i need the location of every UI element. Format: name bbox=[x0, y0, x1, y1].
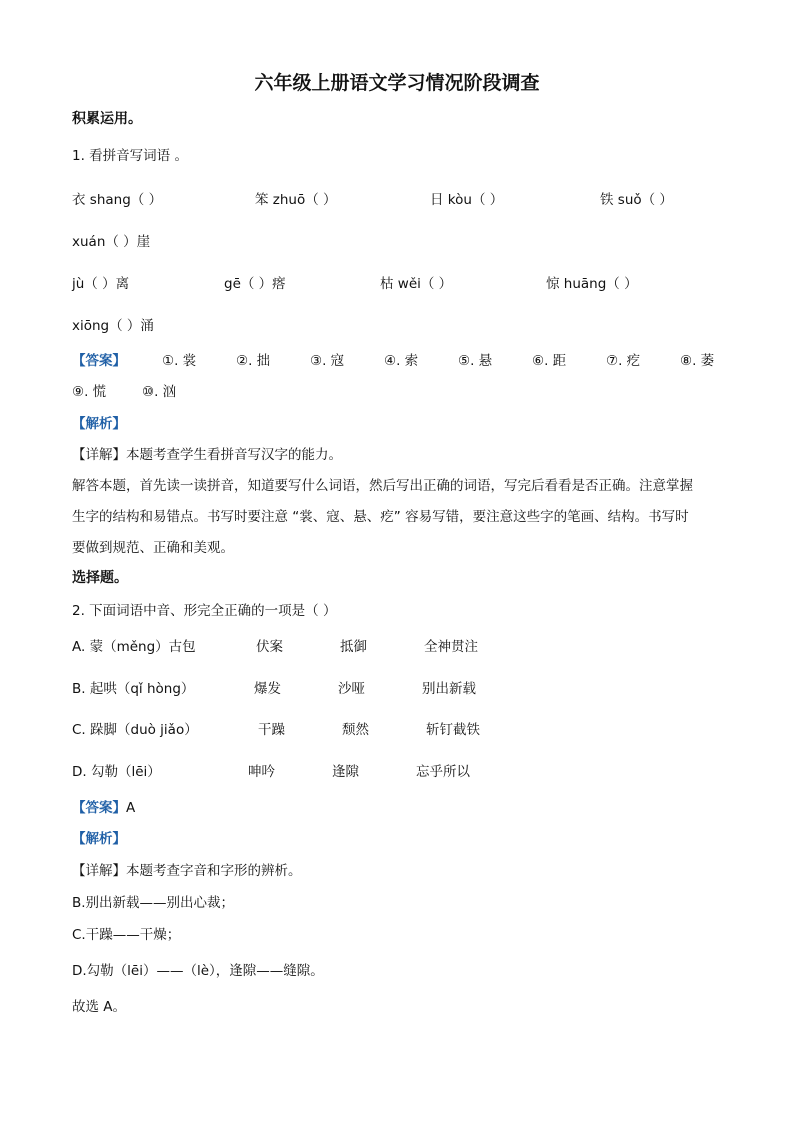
question-2-stem: 2. 下面词语中音、形完全正确的一项是（ ） bbox=[72, 603, 337, 619]
analysis-label: 【解析】 bbox=[72, 831, 126, 847]
section-heading-choice: 选择题。 bbox=[72, 570, 128, 586]
pinyin-item: jù（ ）离 bbox=[72, 276, 130, 292]
explanation-line: 故选 A。 bbox=[72, 999, 127, 1015]
option-d-word: 逢隙 bbox=[332, 764, 359, 780]
pinyin-item: xuán（ ）崖 bbox=[72, 234, 151, 250]
detail-text: 本题考查学生看拼音写汉字的能力。 bbox=[126, 447, 342, 463]
answer-item: ①. 裳 bbox=[162, 353, 197, 369]
option-c-word: 颓然 bbox=[342, 722, 369, 738]
answer-value: A bbox=[126, 800, 136, 816]
option-a-word: 全神贯注 bbox=[424, 639, 478, 655]
pinyin-item: 日 kòu（ ） bbox=[430, 192, 504, 208]
detail-label: 【详解】 bbox=[72, 863, 126, 879]
answer-item: ⑥. 距 bbox=[532, 353, 567, 369]
detail-label: 【详解】 bbox=[72, 447, 126, 463]
option-a-first: A. 蒙（měng）古包 bbox=[72, 639, 196, 655]
answer-item: ④. 索 bbox=[384, 353, 419, 369]
detail-text: 本题考查字音和字形的辨析。 bbox=[126, 863, 302, 879]
explanation-line: C.干躁——干燥； bbox=[72, 927, 181, 943]
option-d-first: D. 勾勒（lēi） bbox=[72, 764, 161, 780]
explanation-line: 要做到规范、正确和美观。 bbox=[72, 540, 234, 556]
question-1-stem: 1. 看拼音写词语 。 bbox=[72, 148, 188, 164]
answer-item: ⑤. 悬 bbox=[458, 353, 493, 369]
option-c-first: C. 跺脚（duò jiǎo） bbox=[72, 722, 198, 738]
option-b-word: 别出新载 bbox=[422, 681, 476, 697]
answer-item: ②. 拙 bbox=[236, 353, 271, 369]
detail-line bbox=[72, 443, 342, 463]
page-title: 六年级上册语文学习情况阶段调查 bbox=[254, 72, 540, 94]
option-c-word: 斩钉截铁 bbox=[426, 722, 480, 738]
pinyin-item: gē（ ）瘩 bbox=[224, 276, 286, 292]
option-d-word: 呻吟 bbox=[248, 764, 275, 780]
answer-label: 【答案】 bbox=[72, 353, 126, 369]
pinyin-item: 惊 huāng（ ） bbox=[546, 276, 638, 292]
pinyin-item: 笨 zhuō（ ） bbox=[255, 192, 337, 208]
answer-item: ⑧. 萎 bbox=[680, 353, 715, 369]
section-heading-accumulation: 积累运用。 bbox=[72, 111, 142, 127]
answer-item: ③. 寇 bbox=[310, 353, 345, 369]
explanation-line: B.别出新载——别出心裁； bbox=[72, 895, 235, 911]
answer-item: ⑦. 疙 bbox=[606, 353, 641, 369]
option-a-word: 抵御 bbox=[340, 639, 367, 655]
pinyin-item: 枯 wěi（ ） bbox=[380, 276, 453, 292]
answer-item: ⑩. 汹 bbox=[142, 384, 177, 400]
option-c-word: 干躁 bbox=[258, 722, 285, 738]
option-a-word: 伏案 bbox=[256, 639, 283, 655]
analysis-label: 【解析】 bbox=[72, 416, 126, 432]
option-b-word: 爆发 bbox=[254, 681, 281, 697]
detail-line bbox=[72, 859, 302, 879]
explanation-line: 生字的结构和易错点。书写时要注意 “裳、寇、悬、疙” 容易写错，要注意这些字的笔画、结构。书写时 bbox=[72, 509, 689, 525]
option-d-word: 忘乎所以 bbox=[416, 764, 470, 780]
explanation-line: D.勾勒（lēi）——（lè），逢隙——缝隙。 bbox=[72, 963, 324, 979]
answer-label: 【答案】 bbox=[72, 800, 126, 816]
explanation-line: 解答本题，首先读一读拼音，知道要写什么词语，然后写出正确的词语，写完后看看是否正确。注意掌握 bbox=[72, 478, 693, 494]
answer-line bbox=[72, 796, 135, 816]
pinyin-item: 铁 suǒ（ ） bbox=[600, 192, 673, 208]
pinyin-item: xiōng（ ）涌 bbox=[72, 318, 154, 334]
answer-item: ⑨. 慌 bbox=[72, 384, 107, 400]
pinyin-item: 衣 shang（ ） bbox=[72, 192, 163, 208]
option-b-word: 沙哑 bbox=[338, 681, 365, 697]
option-b-first: B. 起哄（qǐ hòng） bbox=[72, 681, 195, 697]
